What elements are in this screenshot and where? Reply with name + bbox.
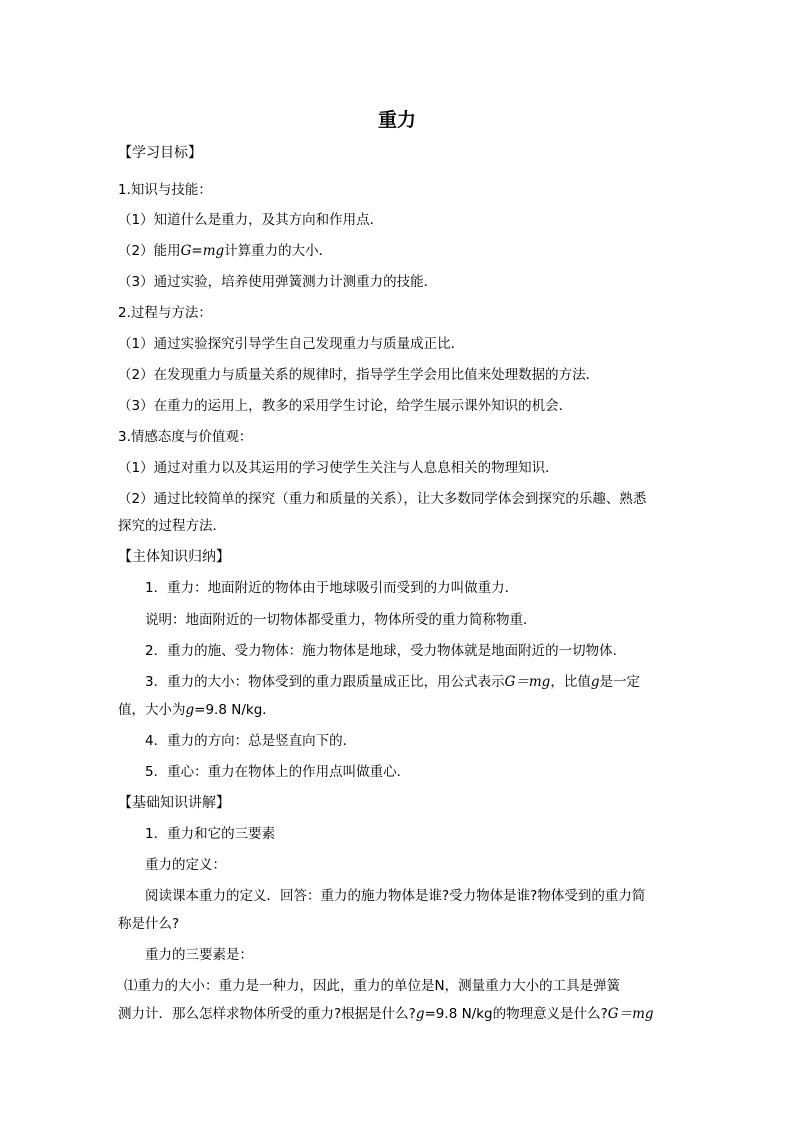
- summary-item-2: 2．重力的施、受力物体：施力物体是地球，受力物体就是地面附近的一切物体．: [145, 643, 627, 659]
- objectives-heading: 【学习目标】: [118, 145, 202, 161]
- obj3-heading: 3.情感态度与价值观：: [118, 429, 253, 445]
- obj2-heading: 2.过程与方法：: [118, 305, 212, 321]
- obj3-item-1: （1）通过对重力以及其运用的学习使学生关注与人息息相关的物理知识．: [118, 460, 559, 476]
- obj3-item-2: （2）通过比较简单的探究（重力和质量的关系），让大多数同学体会到探究的乐趣、熟悉: [118, 491, 647, 507]
- summary-item-4: 4．重力的方向：总是竖直向下的．: [145, 733, 357, 749]
- formula-g-mg: G＝mg: [607, 1006, 654, 1022]
- summary-item-3-cont: 值，大小为g=9.8 N/kg．: [118, 702, 276, 718]
- obj1-heading: 1.知识与技能：: [118, 182, 212, 198]
- formula-g-mg: G＝mg: [504, 674, 551, 690]
- basics-heading: 【基础知识讲解】: [118, 795, 230, 811]
- obj2-item-2: （2）在发现重力与质量关系的规律时，指导学生学会用比值来处理数据的方法．: [118, 367, 600, 383]
- summary-item-1: 1．重力：地面附近的物体由于地球吸引而受到的力叫做重力．: [145, 580, 519, 596]
- basics-magnitude-cont: 测力计．那么怎样求物体所受的重力?根据是什么?g=9.8 N/kg的物理意义是什么?G＝mg: [118, 1006, 654, 1022]
- symbol-g: g: [185, 702, 195, 718]
- obj1-item-3: （3）通过实验，培养使用弹簧测力计测重力的技能．: [118, 274, 438, 290]
- basics-magnitude: ⑴重力的大小：重力是一种力，因此，重力的单位是N，测量重力大小的工具是弹簧: [124, 978, 621, 994]
- basics-item-1: 1．重力和它的三要素: [145, 826, 276, 842]
- basics-question-cont: 称是什么?: [118, 916, 180, 932]
- obj3-item-2-cont: 探究的过程方法．: [118, 518, 226, 534]
- summary-item-5: 5．重心：重力在物体上的作用点叫做重心．: [145, 764, 411, 780]
- basics-question: 阅读课本重力的定义．回答：重力的施力物体是谁?受力物体是谁?物体受到的重力简: [145, 888, 646, 904]
- obj1-item-2: （2）能用G=mg计算重力的大小．: [118, 243, 333, 259]
- formula-g-mg: G=mg: [180, 243, 225, 259]
- page-title: 重力: [377, 109, 416, 131]
- obj1-item-1: （1）知道什么是重力，及其方向和作用点．: [118, 212, 384, 228]
- summary-heading: 【主体知识归纳】: [118, 549, 230, 565]
- symbol-g: g: [415, 1006, 425, 1022]
- symbol-g: g: [590, 674, 600, 690]
- basics-definition-label: 重力的定义：: [145, 857, 226, 873]
- basics-three-elements: 重力的三要素是：: [145, 947, 253, 963]
- obj2-item-3: （3）在重力的运用上，教多的采用学生讨论，给学生展示课外知识的机会．: [118, 398, 573, 414]
- summary-note: 说明：地面附近的一切物体都受重力，物体所受的重力简称物重．: [145, 612, 537, 628]
- obj2-item-1: （1）通过实验探究引导学生自己发现重力与质量成正比．: [118, 336, 465, 352]
- summary-item-3: 3．重力的大小：物体受到的重力跟质量成正比，用公式表示G＝mg，比值g是一定: [145, 674, 640, 690]
